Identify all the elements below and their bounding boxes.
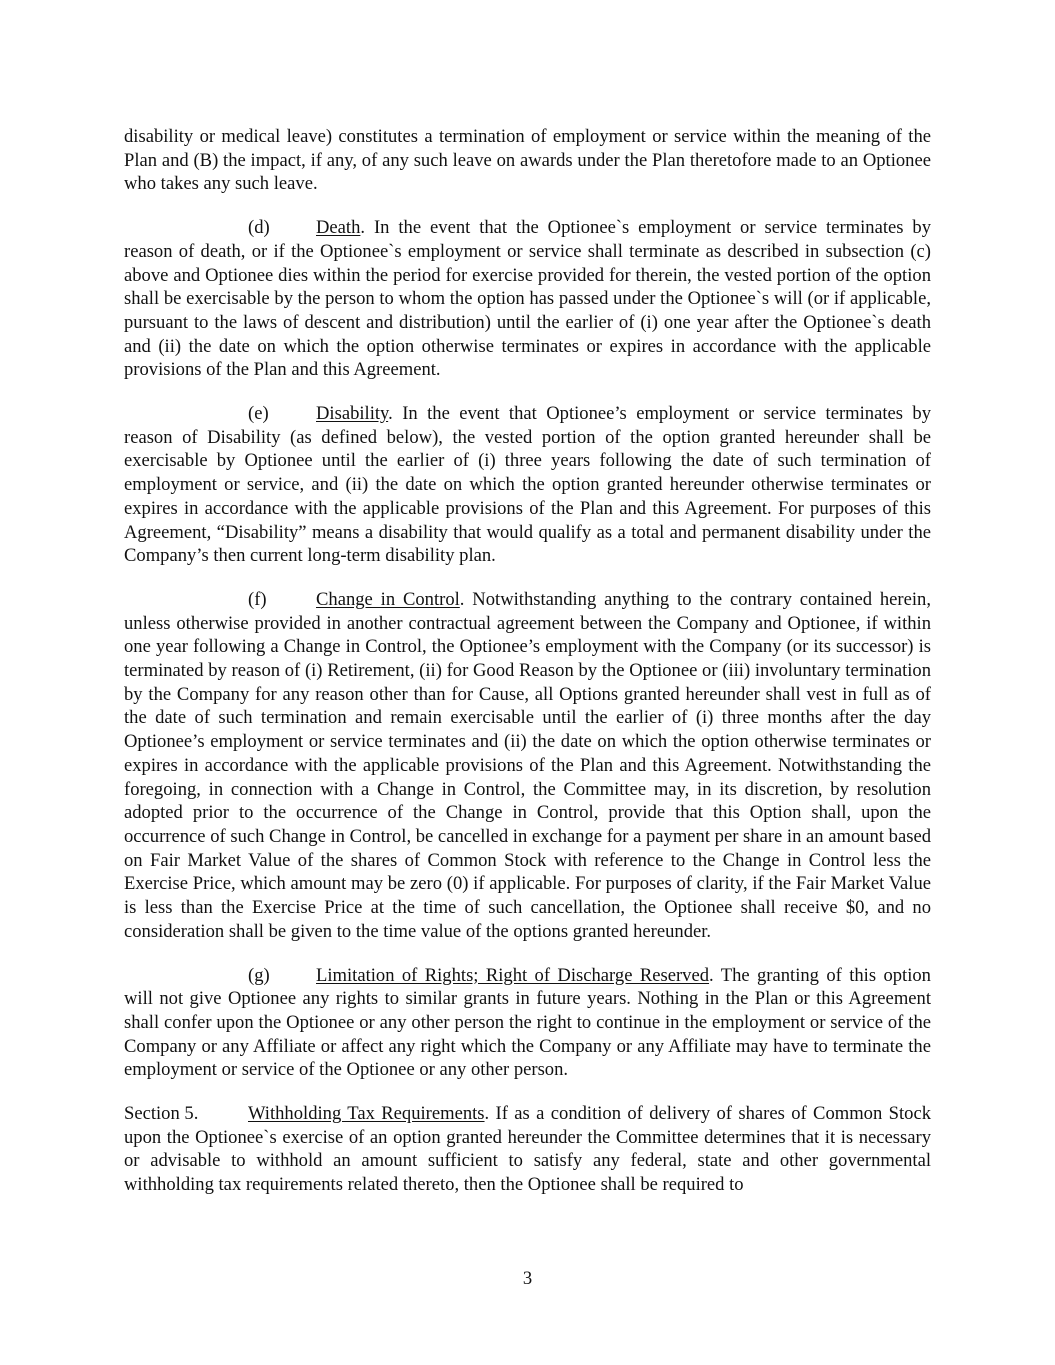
section-5-paragraph	[124, 1102, 931, 1197]
subsection-e-label: (e)	[248, 403, 269, 425]
section-5-label: Section 5.	[124, 1103, 199, 1125]
page-number: 3	[522, 1268, 533, 1289]
subsection-d-body: . In the event that the Optionee`s employment or service terminates by reason of death, or if the Optionee`s employment or service shall terminate as described in subsection (c) above and Optionee dies within the period for exercise provided for therein, the vested portion of the option shall be exercisable by the person to whom the option has passed under the Optionee`s will (or if applicable, pursuant to the laws of descent and distribution) until the earlier of (i) one year after the Optionee`s death and (ii) the date on which the option otherwise terminates or expires in accordance with the applicable provisions of the Plan and this Agreement.	[124, 217, 931, 381]
subsection-d-paragraph	[124, 216, 931, 382]
subsection-d-label: (d)	[248, 217, 270, 239]
subsection-f-body: . Notwithstanding anything to the contrary contained herein, unless otherwise provided in another contractual agreement between the Company and Optionee, if within one year following a Change in Control, the Optionee’s employment with the Company (or its successor) is terminated by reason of (i) Retirement, (ii) for Good Reason by the Optionee or (iii) involuntary termination by the Company for any reason other than for Cause, all Options granted hereunder shall vest in full as of the date of such termination and remain exercisable until the earlier of (i) three months after the day Optionee’s employment or service terminates and (ii) the date on which the option otherwise terminates or expires in accordance with the applicable provisions of the Plan and this Agreement. Notwithstanding the foregoing, in connection with a Change in Control, the Committee may, in its discretion, by resolution adopted prior to the occurrence of the Change in Control, provide that this Option shall, upon the occurrence of such Change in Control, be cancelled in exchange for a payment per share in an amount based on Fair Market Value of the shares of Common Stock with reference to the Change in Control less the Exercise Price, which amount may be zero (0) if applicable. For purposes of clarity, if the Fair Market Value is less than the Exercise Price at the time of such cancellation, the Optionee shall receive $0, and no consideration shall be given to the time value of the options granted hereunder.	[124, 588, 931, 942]
subsection-g-body: . The granting of this option will not give Optionee any rights to similar grants in future years. Nothing in the Plan or this Agreement shall confer upon the Optionee or any other person the right to continue in the employment or service of the Company or any Affiliate or affect any right which the Company or any Affiliate may have to terminate the employment or service of the Optionee or any other person.	[124, 964, 931, 1081]
document-page	[124, 125, 931, 1217]
subsection-g-paragraph	[124, 964, 931, 1083]
subsection-g-label: (g)	[248, 964, 270, 986]
subsection-e-paragraph	[124, 402, 931, 568]
subsection-f-label: (f)	[248, 588, 267, 610]
section-5-heading: Withholding Tax Requirements	[248, 1103, 485, 1125]
subsection-f-paragraph	[124, 588, 931, 944]
subsection-g-heading: Limitation of Rights; Right of Discharge Reserved	[316, 964, 710, 986]
subsection-e-body: . In the event that Optionee’s employment or service terminates by reason of Disability (as defined below), the vested portion of the option granted hereunder shall be exercisable by Optionee until the earlier of (i) three years following the date of such termination of employment or service, and (ii) the date on which the option granted hereunder otherwise terminates or expires in accordance with the applicable provisions of the Plan and this Agreement. For purposes of this Agreement, “Disability” means a disability that would qualify as a total and permanent disability under the Company’s then current long-term disability plan.	[124, 403, 931, 567]
section-5-body: . If as a condition of delivery of shares of Common Stock upon the Optionee`s exercise of an option granted hereunder the Committee determines that it is necessary or advisable to withhold an amount sufficient to satisfy any federal, state and other governmental withholding tax requirements related thereto, then the Optionee shall be required to	[124, 1103, 931, 1196]
subsection-f-heading: Change in Control	[316, 588, 460, 610]
subsection-e-heading: Disability	[316, 403, 389, 425]
subsection-d-heading: Death	[316, 217, 361, 239]
continuation-paragraph: disability or medical leave) constitutes a termination of employment or service within the meaning of the Plan and (B) the impact, if any, of any such leave on awards under the Plan theretofore made to an Optionee who takes any such leave.	[124, 126, 931, 195]
